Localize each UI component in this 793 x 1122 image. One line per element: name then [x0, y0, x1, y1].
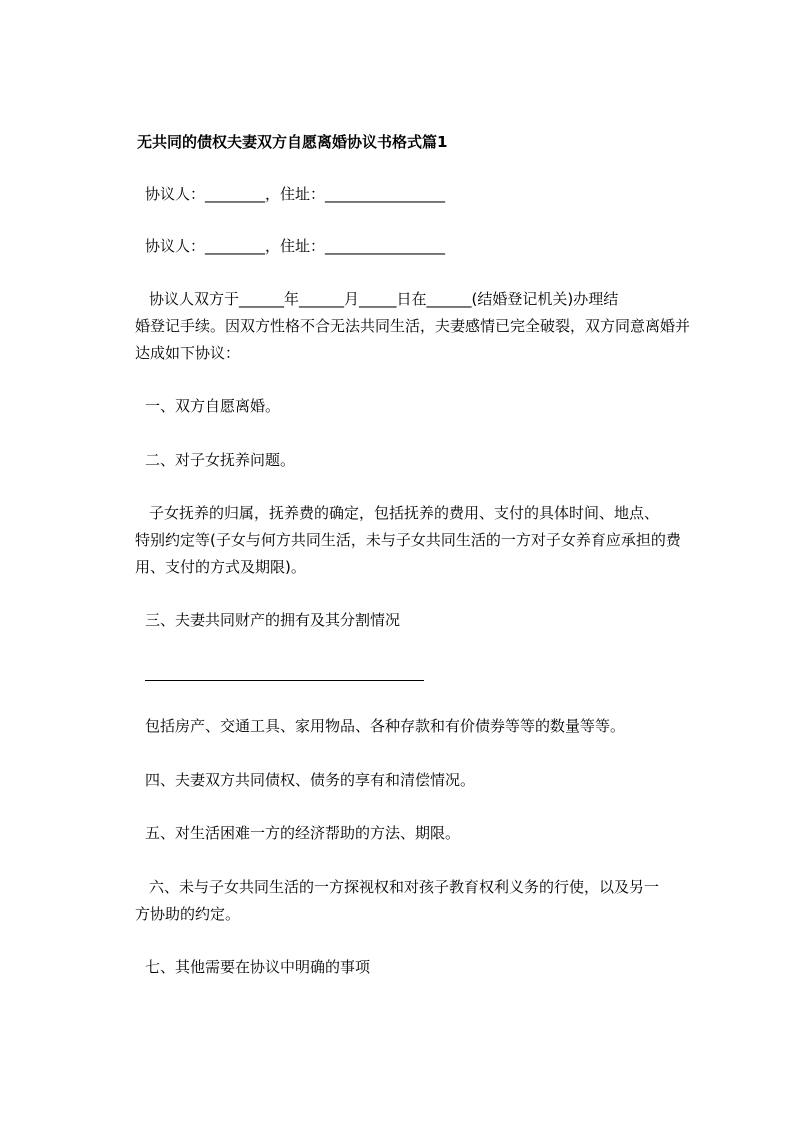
clause-6-line-1: 六、未与子女共同生活的一方探视权和对孩子教育权利义务的行使，以及另一 — [149, 878, 660, 896]
intro-line-1: 协议人双方于______年______月_____日在______(结婚登记机关)办理结 — [149, 290, 619, 308]
intro-line-3: 达成如下协议： — [135, 344, 241, 362]
clause-4: 四、夫妻双方共同债权、债务的享有和清偿情况。 — [145, 771, 476, 789]
clause-7: 七、其他需要在协议中明确的事项 — [145, 958, 371, 976]
intro-line-2: 婚登记手续。因双方性格不合无法共同生活，夫妻感情已完全破裂，双方同意离婚并 — [135, 317, 691, 335]
party-2-line: 协议人：________，住址：________________ — [145, 237, 446, 255]
child-support-line-1: 子女抚养的归属，抚养费的确定，包括抚养的费用、支付的具体时间、地点、 — [149, 504, 660, 522]
clause-3: 三、夫妻共同财产的拥有及其分割情况 — [145, 611, 401, 629]
clause-2: 二、对子女抚养问题。 — [145, 451, 296, 469]
document-title: 无共同的债权夫妻双方自愿离婚协议书格式篇1 — [137, 133, 448, 151]
blank-fill-line — [145, 680, 424, 681]
clause-6-line-2: 方协助的约定。 — [135, 905, 241, 923]
property-note: 包括房产、交通工具、家用物品、各种存款和有价债券等等的数量等等。 — [145, 717, 626, 735]
child-support-line-3: 用、支付的方式及期限)。 — [135, 558, 306, 576]
clause-1: 一、双方自愿离婚。 — [145, 397, 281, 415]
party-1-line: 协议人：________，住址：________________ — [145, 185, 446, 203]
clause-5: 五、对生活困难一方的经济帮助的方法、期限。 — [145, 824, 461, 842]
child-support-line-2: 特别约定等(子女与何方共同生活，未与子女共同生活的一方对子女养育应承担的费 — [135, 531, 681, 549]
